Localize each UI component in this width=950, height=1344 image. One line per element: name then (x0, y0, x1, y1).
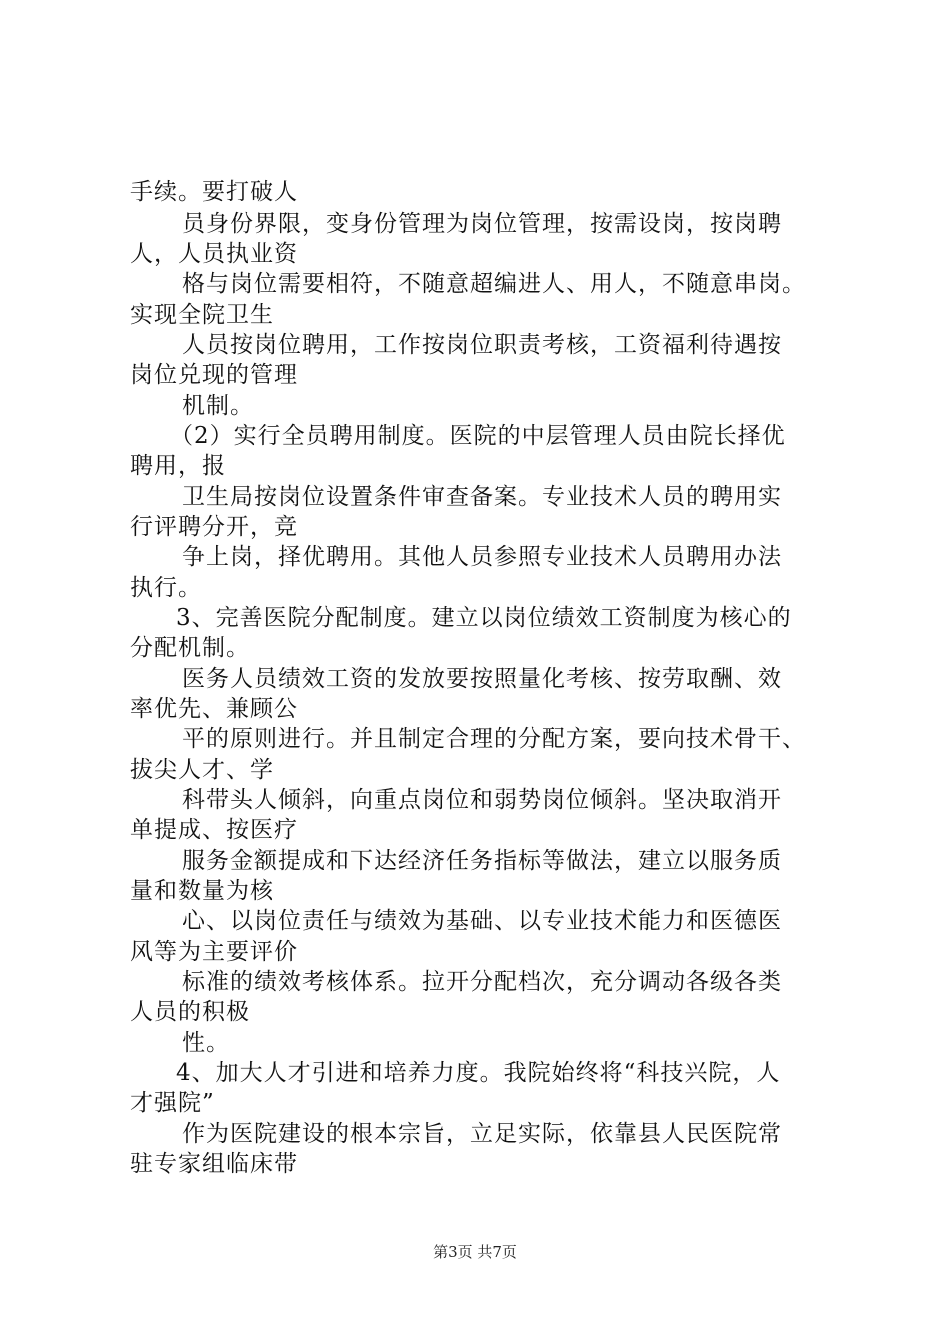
text-line: 岗位兑现的管理 (130, 362, 298, 388)
text-line: 风等为主要评价 (130, 939, 298, 965)
text-line: 服务金额提成和下达经济任务指标等做法，建立以服务质 (182, 848, 782, 874)
text-line: 争上岗，择优聘用。其他人员参照专业技术人员聘用办法 (182, 544, 782, 570)
text-line: 单提成、按医疗 (130, 817, 298, 843)
page-number-footer: 第3页 共7页 (433, 1243, 517, 1261)
text-line: 执行。 (130, 575, 202, 601)
text-line: 医务人员绩效工资的发放要按照量化考核、按劳取酬、效 (182, 666, 782, 692)
text-line: 分配机制。 (130, 635, 250, 661)
text-line: 员身份界限，变身份管理为岗位管理，按需设岗，按岗聘 (182, 211, 782, 237)
text-line: 格与岗位需要相符，不随意超编进人、用人，不随意串岗。 (182, 271, 806, 297)
text-line: 作为医院建设的根本宗旨，立足实际，依靠县人民医院常 (182, 1121, 782, 1147)
text-line: 性。 (182, 1030, 230, 1056)
text-line: 平的原则进行。并且制定合理的分配方案，要向技术骨干、 (182, 726, 806, 752)
text-line: 科带头人倾斜，向重点岗位和弱势岗位倾斜。坚决取消开 (182, 787, 782, 813)
text-line: 标准的绩效考核体系。拉开分配档次，充分调动各级各类 (182, 969, 782, 995)
text-line: 人员按岗位聘用，工作按岗位职责考核，工资福利待遇按 (182, 332, 782, 358)
text-line: 人，人员执业资 (130, 241, 298, 267)
text-line: 率优先、兼顾公 (130, 696, 298, 722)
text-line: 机制。 (182, 393, 254, 419)
text-line: 实现全院卫生 (130, 302, 274, 328)
text-line: 4、加大人才引进和培养力度。我院始终将“科技兴院，人 (176, 1060, 781, 1086)
text-line: 拔尖人才、学 (130, 757, 274, 783)
text-line: 才强院” (130, 1090, 215, 1116)
text-line: 行评聘分开，竞 (130, 514, 298, 540)
text-line: 3、完善医院分配制度。建立以岗位绩效工资制度为核心的 (176, 605, 792, 631)
text-line: 心、以岗位责任与绩效为基础、以专业技术能力和医德医 (182, 908, 782, 934)
text-line: 聘用，报 (130, 453, 226, 479)
text-line: 驻专家组临床带 (130, 1151, 298, 1177)
text-line: 卫生局按岗位设置条件审查备案。专业技术人员的聘用实 (182, 484, 782, 510)
text-line: 量和数量为核 (130, 878, 274, 904)
text-line: 人员的积极 (130, 999, 250, 1025)
text-line: 手续。要打破人 (130, 179, 298, 205)
text-line: （2）实行全员聘用制度。医院的中层管理人员由院长择优 (170, 423, 786, 449)
